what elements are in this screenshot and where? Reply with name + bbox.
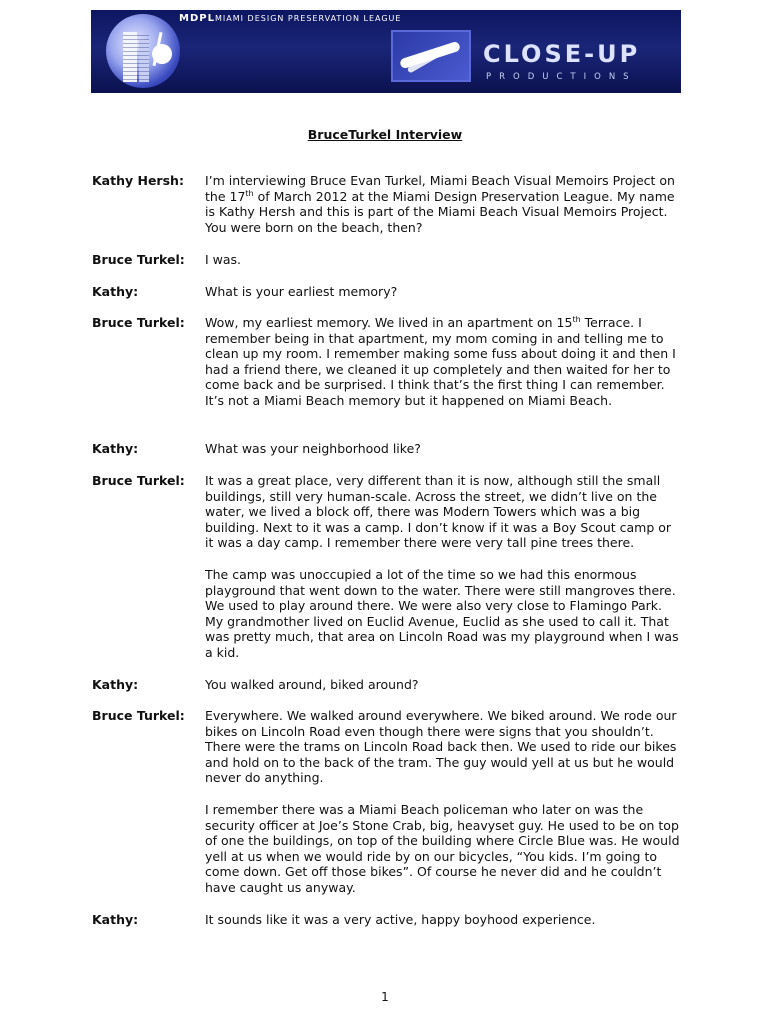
text-segment: It was a great place, very different than it is now, although still the small buildings, still very human-scale. Across the street, we didn’t live on the water, we lived a block off, there was Modern Towers which was a big building. Next to it was a camp. I don’t know if it was a Boy Scout camp or it was a day camp. I remember there were very tall pine trees there. bbox=[205, 473, 672, 551]
mdpl-name: MIAMI DESIGN PRESERVATION LEAGUE bbox=[215, 14, 402, 23]
speaker-label: Kathy Hersh: bbox=[92, 173, 184, 188]
handshake-icon bbox=[391, 30, 471, 82]
document-title: BruceTurkel Interview bbox=[307, 127, 463, 142]
dialogue-paragraph bbox=[205, 441, 683, 457]
text-segment: I was. bbox=[205, 252, 242, 267]
dialogue-paragraph bbox=[205, 912, 683, 928]
dialogue-paragraph bbox=[205, 473, 683, 551]
text-segment: Terrace. I remember being in that apartment, my mom coming in and telling me to clean up my room. I remember making some fuss about doing it and then I had a friend there, we cleaned it up completely and then waited for her to come back and be surprised. I think that’s the first thing I can remember. It’s not a Miami Beach memory but it happened on Miami Beach. bbox=[205, 315, 676, 408]
text-segment: I’m interviewing Bruce Evan Turkel, Miami Beach Visual Memoirs Project on the 17 bbox=[205, 173, 675, 204]
speaker-label: Bruce Turkel: bbox=[92, 708, 185, 723]
speaker-label: Bruce Turkel: bbox=[92, 473, 185, 488]
header-banner bbox=[91, 10, 681, 93]
speaker-label: Bruce Turkel: bbox=[92, 315, 185, 330]
text-segment: What was your neighborhood like? bbox=[205, 441, 421, 456]
text-segment: Everywhere. We walked around everywhere. We biked around. We rode our bikes on Lincoln Road even though there were signs that you shouldn’t. There were the trams on Lincoln Road back then. We used to ride our bikes and hold on to the back of the tram. The guy would yell at us but he would never do anything. bbox=[205, 708, 677, 786]
speaker-label: Bruce Turkel: bbox=[92, 252, 185, 267]
text-segment: What is your earliest memory? bbox=[205, 284, 398, 299]
dialogue-paragraph bbox=[205, 315, 683, 409]
ordinal-suffix: th bbox=[572, 314, 581, 324]
text-segment: The camp was unoccupied a lot of the time so we had this enormous playground that went down to the water. There were still mangroves there. We used to play around there. We were also very close to Flamingo Park. My grandmother lived on Euclid Avenue, Euclid as she used to call it. That was pretty much, that area on Lincoln Road was my playground when I was a kid. bbox=[205, 567, 679, 660]
speaker-label: Kathy: bbox=[92, 677, 139, 692]
speaker-label: Kathy: bbox=[92, 441, 139, 456]
dialogue-paragraph bbox=[205, 284, 683, 300]
page-number: 1 bbox=[381, 990, 389, 1004]
ordinal-suffix: th bbox=[245, 188, 254, 198]
company-subtitle: PRODUCTIONS bbox=[486, 72, 637, 82]
mdpl-logo-icon bbox=[106, 14, 180, 88]
dialogue-paragraph bbox=[205, 802, 683, 896]
text-segment: of March 2012 at the Miami Design Preservation League. My name is Kathy Hersh and this is part of the Miami Beach Visual Memoirs Project. You were born on the beach, then? bbox=[205, 188, 675, 235]
text-segment: You walked around, biked around? bbox=[205, 677, 419, 692]
text-segment: I remember there was a Miami Beach policeman who later on was the security officer at Joe’s Stone Crab, big, heavyset guy. He used to be on top of one the buildings, on top of the building where Circle Blue was. He would yell at us when we would ride by on our bicycles, “You kids. I’m going to come down. Get off those bikes”. Of course he never did and he couldn’t have caught us anyway. bbox=[205, 802, 680, 895]
dialogue-paragraph bbox=[205, 677, 683, 693]
mdpl-mark: MDPL bbox=[179, 13, 215, 24]
speaker-label: Kathy: bbox=[92, 912, 139, 927]
text-segment: Wow, my earliest memory. We lived in an apartment on 15 bbox=[205, 315, 573, 330]
dialogue-paragraph bbox=[205, 708, 683, 786]
company-title: CLOSE-UP bbox=[483, 40, 641, 68]
dialogue-paragraph bbox=[205, 252, 683, 268]
dialogue-paragraph bbox=[205, 567, 683, 661]
text-segment: It sounds like it was a very active, happy boyhood experience. bbox=[205, 912, 596, 927]
dialogue-paragraph bbox=[205, 173, 683, 235]
speaker-label: Kathy: bbox=[92, 284, 139, 299]
